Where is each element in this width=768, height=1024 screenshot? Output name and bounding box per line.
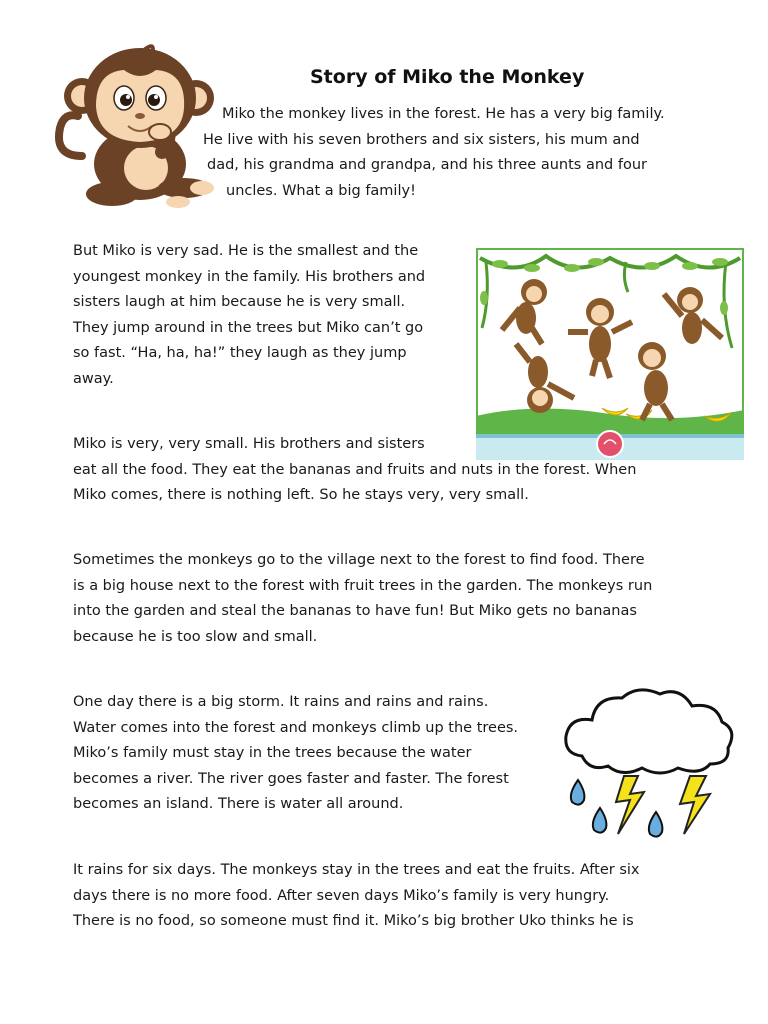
paragraph-2-line-5: so fast. “Ha, ha, ha!” they laugh as they jump (73, 345, 407, 362)
jumping-monkeys-illustration (476, 248, 744, 460)
paragraph-5-line-3: Miko’s family must stay in the trees because the water (73, 745, 472, 762)
paragraph-6-line-1: It rains for six days. The monkeys stay in the trees and eat the fruits. After six (73, 862, 640, 878)
storm-cloud-illustration (560, 684, 738, 846)
paragraph-6-line-2: days there is no more food. After seven days Miko’s family is very hungry. (73, 887, 610, 904)
paragraph-1-line-2: He live with his seven brothers and six sisters, his mum and (203, 132, 640, 148)
paragraph-5-line-2: Water comes into the forest and monkeys climb up the trees. (73, 719, 519, 736)
paragraph-2-line-1: But Miko is very sad. He is the smallest and the (73, 243, 419, 259)
paragraph-2-line-4: They jump around in the trees but Miko can’t go (73, 319, 424, 336)
paragraph-5-line-5: becomes an island. There is water all around. (73, 796, 404, 813)
paragraph-2-line-2: youngest monkey in the family. His brothers and (73, 268, 426, 285)
paragraph-1-line-3: dad, his grandma and grandpa, and his three aunts and four (207, 157, 647, 173)
paragraph-3-line-1: Miko is very, very small. His brothers and sisters (73, 436, 425, 452)
paragraph-4-line-2: is a big house next to the forest with fruit trees in the garden. The monkeys run (73, 577, 653, 594)
paragraph-4 (73, 548, 652, 650)
paragraph-4-line-3: into the garden and steal the bananas to have fun! But Miko gets no bananas (73, 603, 637, 620)
paragraph-5-line-4: becomes a river. The river goes faster and faster. The forest (73, 770, 509, 787)
paragraph-6 (73, 858, 639, 935)
paragraph-4-line-4: because he is too slow and small. (73, 628, 318, 645)
paragraph-3 (73, 432, 636, 509)
paragraph-2-line-3: sisters laugh at him because he is very small. (73, 294, 406, 311)
paragraph-5-line-1: One day there is a big storm. It rains and rains and rains. (73, 694, 489, 710)
paragraph-2-line-6: away. (73, 370, 114, 387)
paragraph-6-line-3: There is no food, so someone must find it. Miko’s big brother Uko thinks he is (73, 913, 634, 930)
paragraph-3-line-2: eat all the food. They eat the bananas and fruits and nuts in the forest. When (73, 461, 637, 478)
paragraph-2 (73, 239, 425, 393)
page-title: Story of Miko the Monkey (310, 66, 585, 88)
paragraph-4-line-1: Sometimes the monkeys go to the village next to the forest to find food. There (73, 552, 645, 568)
sitting-monkey-illustration (52, 36, 218, 208)
paragraph-1-line-4: uncles. What a big family! (226, 183, 416, 199)
paragraph-3-line-3: Miko comes, there is nothing left. So he stays very, very small. (73, 487, 529, 504)
paragraph-1-line-1: Miko the monkey lives in the forest. He has a very big family. (222, 106, 665, 122)
paragraph-5 (73, 690, 518, 818)
